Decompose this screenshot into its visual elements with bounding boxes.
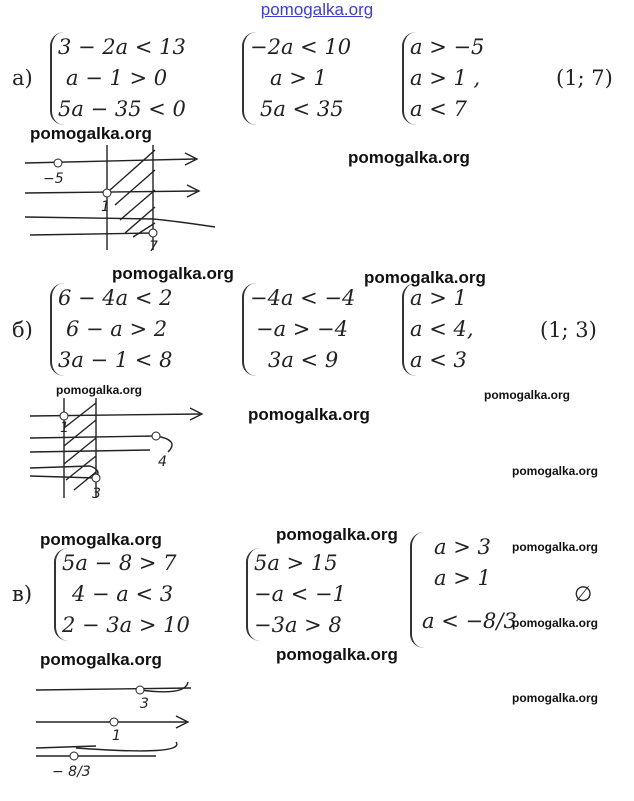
problem-b-system-1: [50, 283, 173, 376]
watermark: pomogalka.org: [348, 148, 470, 167]
watermark: pomogalka.org: [364, 268, 486, 287]
problem-c-number-line-sketch: [36, 676, 206, 791]
problem-a-number-line-sketch: [25, 145, 215, 255]
watermark: pomogalka.org: [484, 388, 571, 402]
problem-a-system-1: [50, 32, 186, 125]
number-line-label: 7: [149, 239, 158, 255]
watermark: pomogalka.org: [276, 525, 398, 544]
inequality: a < −8/3: [422, 609, 517, 633]
inequality: 5a < 35: [260, 97, 344, 121]
inequality: −a > −4: [256, 317, 349, 341]
inequality: a > 1: [434, 566, 491, 590]
inequality: a > 1 ,: [410, 66, 481, 90]
problem-a-system-3: [402, 32, 484, 125]
problem-b-number-line-sketch: [30, 398, 210, 503]
inequality: 5a − 35 < 0: [58, 97, 186, 121]
inequality: a < 3: [410, 348, 467, 372]
inequality: 3a − 1 < 8: [58, 348, 173, 372]
problem-a-system-2: [242, 32, 351, 125]
watermark: pomogalka.org: [512, 616, 599, 630]
problem-a-answer: (1; 7): [556, 66, 613, 90]
inequality: 6 − a > 2: [66, 317, 168, 341]
inequality: a > 1: [270, 66, 327, 90]
watermark: pomogalka.org: [30, 124, 152, 143]
number-line-label: − 8/3: [52, 764, 91, 780]
inequality: 3a < 9: [268, 348, 339, 372]
number-line-label: −5: [43, 171, 64, 187]
inequality: a < 7: [410, 97, 467, 121]
problem-c-system-2: [246, 548, 346, 641]
number-line-label: 4: [158, 454, 167, 470]
number-line-label: 1: [60, 420, 69, 436]
watermark: pomogalka.org: [40, 530, 162, 549]
problem-b-system-3: [402, 283, 474, 376]
inequality: a > −5: [410, 35, 485, 59]
problem-b-system-2: [242, 283, 355, 376]
watermark: pomogalka.org: [56, 383, 143, 397]
inequality: a − 1 > 0: [66, 66, 168, 90]
inequality: −2a < 10: [250, 35, 352, 59]
problem-b-answer: (1; 3): [540, 318, 597, 342]
inequality: a > 3: [434, 535, 491, 559]
inequality: a > 1: [410, 286, 467, 310]
inequality: 3 − 2a < 13: [58, 35, 186, 59]
watermark: pomogalka.org: [512, 691, 599, 705]
number-line-label: 1: [112, 728, 121, 744]
watermark: pomogalka.org: [512, 540, 599, 554]
watermark: pomogalka.org: [40, 650, 162, 669]
problem-c-answer: ∅: [574, 582, 593, 606]
inequality: −3a > 8: [254, 613, 342, 637]
inequality: −a < −1: [254, 582, 347, 606]
watermark: pomogalka.org: [248, 405, 370, 424]
number-line-label: 3: [140, 696, 149, 712]
problem-b-label: б): [12, 318, 33, 342]
site-link[interactable]: pomogalka.org: [260, 0, 374, 19]
inequality: 6 − 4a < 2: [58, 286, 173, 310]
watermark: pomogalka.org: [512, 464, 599, 478]
problem-a-label: а): [12, 66, 33, 90]
problem-c-label: в): [12, 582, 33, 606]
inequality: 5a − 8 > 7: [62, 551, 177, 575]
problem-c-system-3: [410, 532, 517, 648]
watermark: pomogalka.org: [112, 264, 234, 283]
inequality: a < 4,: [410, 317, 474, 341]
problem-c-system-1: [54, 548, 190, 641]
inequality: 5a > 15: [254, 551, 338, 575]
number-line-label: 3: [92, 486, 101, 502]
number-line-label: 1: [101, 199, 110, 215]
inequality: 4 − a < 3: [72, 582, 174, 606]
inequality: −4a < −4: [250, 286, 356, 310]
inequality: 2 − 3a > 10: [62, 613, 190, 637]
watermark: pomogalka.org: [276, 645, 398, 664]
hatch-area: [110, 150, 155, 237]
